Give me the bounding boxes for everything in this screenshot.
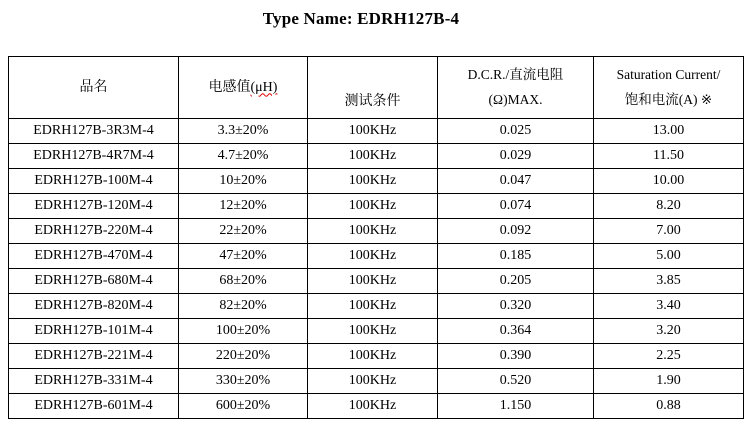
header-dcr-line2: (Ω)MAX.: [488, 92, 543, 108]
dcr-cell: 0.364: [438, 319, 594, 344]
table-row: [9, 294, 744, 319]
table-row: [9, 394, 744, 419]
table-row: [9, 344, 744, 369]
saturation-cell: 7.00: [594, 219, 744, 244]
table-row: [9, 269, 744, 294]
part-name-cell: EDRH127B-470M-4: [9, 244, 179, 269]
table-row: [9, 369, 744, 394]
saturation-cell: 3.85: [594, 269, 744, 294]
part-name-cell: EDRH127B-820M-4: [9, 294, 179, 319]
dcr-cell: 0.390: [438, 344, 594, 369]
condition-cell: 100KHz: [308, 144, 438, 169]
inductance-cell: 68±20%: [179, 269, 308, 294]
saturation-cell: 11.50: [594, 144, 744, 169]
part-name-cell: EDRH127B-100M-4: [9, 169, 179, 194]
header-saturation: [594, 57, 744, 119]
condition-cell: 100KHz: [308, 194, 438, 219]
dcr-cell: 0.092: [438, 219, 594, 244]
table-row: [9, 144, 744, 169]
dcr-cell: 0.025: [438, 119, 594, 144]
part-name-cell: EDRH127B-3R3M-4: [9, 119, 179, 144]
condition-cell: 100KHz: [308, 244, 438, 269]
table-row: [9, 244, 744, 269]
saturation-cell: 3.40: [594, 294, 744, 319]
inductance-cell: 82±20%: [179, 294, 308, 319]
header-inductance: [179, 57, 308, 119]
inductance-cell: 600±20%: [179, 394, 308, 419]
table-row: [9, 194, 744, 219]
header-saturation-line2: 饱和电流(A) ※: [624, 92, 713, 108]
saturation-cell: 0.88: [594, 394, 744, 419]
condition-cell: 100KHz: [308, 394, 438, 419]
part-name-cell: EDRH127B-120M-4: [9, 194, 179, 219]
inductance-cell: 12±20%: [179, 194, 308, 219]
part-name-cell: EDRH127B-101M-4: [9, 319, 179, 344]
inductance-cell: 22±20%: [179, 219, 308, 244]
inductance-cell: 330±20%: [179, 369, 308, 394]
inductance-cell: 100±20%: [179, 319, 308, 344]
saturation-cell: 13.00: [594, 119, 744, 144]
saturation-cell: 5.00: [594, 244, 744, 269]
header-part-name: [9, 57, 179, 119]
table-row: [9, 119, 744, 144]
header-test-condition-label: 测试条件: [344, 94, 401, 109]
header-inductance-label: 电感值: [208, 79, 251, 95]
dcr-cell: 0.074: [438, 194, 594, 219]
inductance-cell: 47±20%: [179, 244, 308, 269]
part-name-cell: EDRH127B-221M-4: [9, 344, 179, 369]
header-dcr: [438, 57, 594, 119]
header-dcr-line1: D.C.R./直流电阻: [467, 67, 564, 83]
saturation-cell: 8.20: [594, 194, 744, 219]
inductance-cell: 220±20%: [179, 344, 308, 369]
condition-cell: 100KHz: [308, 369, 438, 394]
condition-cell: 100KHz: [308, 294, 438, 319]
header-saturation-line1: Saturation Current/: [616, 67, 721, 83]
header-row: [9, 57, 744, 119]
condition-cell: 100KHz: [308, 219, 438, 244]
part-name-cell: EDRH127B-220M-4: [9, 219, 179, 244]
dcr-cell: 0.047: [438, 169, 594, 194]
table-header: [9, 57, 744, 119]
dcr-cell: 0.520: [438, 369, 594, 394]
part-name-cell: EDRH127B-331M-4: [9, 369, 179, 394]
condition-cell: 100KHz: [308, 269, 438, 294]
part-name-cell: EDRH127B-4R7M-4: [9, 144, 179, 169]
header-part-name-label: 品名: [79, 79, 108, 95]
dcr-cell: 0.185: [438, 244, 594, 269]
table-row: [9, 319, 744, 344]
spec-table: [8, 56, 744, 419]
inductance-cell: 4.7±20%: [179, 144, 308, 169]
dcr-cell: 0.029: [438, 144, 594, 169]
part-name-cell: EDRH127B-601M-4: [9, 394, 179, 419]
part-name-cell: EDRH127B-680M-4: [9, 269, 179, 294]
header-inductance-unit: (μH): [250, 79, 278, 95]
condition-cell: 100KHz: [308, 319, 438, 344]
condition-cell: 100KHz: [308, 119, 438, 144]
inductance-cell: 10±20%: [179, 169, 308, 194]
condition-cell: 100KHz: [308, 169, 438, 194]
table-body: [9, 119, 744, 419]
saturation-cell: 3.20: [594, 319, 744, 344]
saturation-cell: 2.25: [594, 344, 744, 369]
condition-cell: 100KHz: [308, 344, 438, 369]
dcr-cell: 0.320: [438, 294, 594, 319]
table-row: [9, 219, 744, 244]
table-row: [9, 169, 744, 194]
dcr-cell: 1.150: [438, 394, 594, 419]
dcr-cell: 0.205: [438, 269, 594, 294]
page-title: Type Name: EDRH127B-4: [262, 9, 460, 28]
header-test-condition: [308, 57, 438, 119]
saturation-cell: 10.00: [594, 169, 744, 194]
inductance-cell: 3.3±20%: [179, 119, 308, 144]
saturation-cell: 1.90: [594, 369, 744, 394]
